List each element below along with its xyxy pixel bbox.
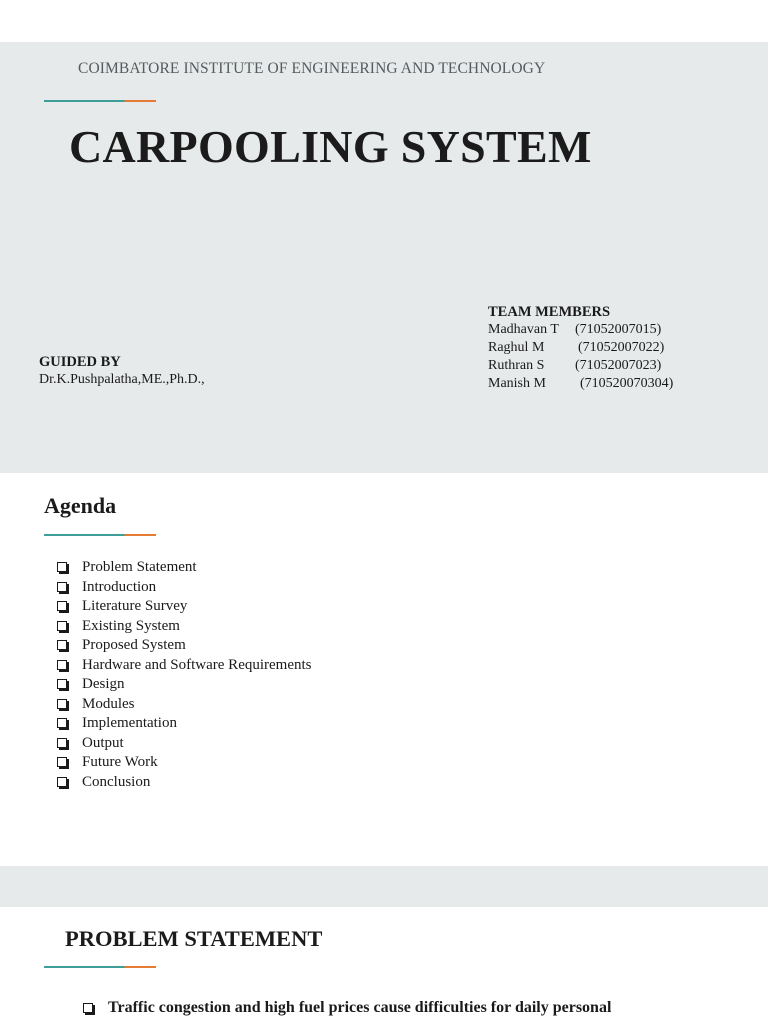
agenda-item — [56, 695, 312, 715]
problem-statement-item — [82, 999, 611, 1017]
problem-statement-text: Traffic congestion and high fuel prices cause difficulties for daily personal — [108, 999, 612, 1016]
team-members-heading: TEAM MEMBERS — [488, 304, 611, 320]
guided-by-heading: GUIDED BY — [39, 354, 121, 370]
agenda-item — [56, 734, 312, 754]
agenda-item — [56, 558, 312, 578]
checkbox-bullet-icon — [57, 777, 67, 787]
checkbox-bullet-icon — [57, 699, 67, 709]
agenda-item — [56, 636, 312, 656]
agenda-item-label: Design — [82, 676, 125, 692]
agenda-item — [56, 714, 312, 734]
agenda-item — [56, 773, 312, 793]
team-members-block — [488, 303, 674, 393]
agenda-item-label: Modules — [82, 695, 135, 712]
guide-name: Dr.K.Pushpalatha,ME.,Ph.D., — [39, 372, 205, 387]
agenda-item-label: Literature Survey — [82, 598, 188, 614]
checkbox-bullet-icon — [83, 1003, 93, 1013]
checkbox-bullet-icon — [57, 640, 67, 650]
agenda-item-label: Future Work — [82, 754, 158, 770]
agenda-title: Agenda — [44, 493, 117, 518]
agenda-item-label: Hardware and Software Requirements — [82, 656, 312, 673]
agenda-item — [56, 656, 312, 676]
member-id: (710520070304) — [580, 376, 674, 391]
checkbox-bullet-icon — [57, 582, 67, 592]
agenda-item-label: Introduction — [82, 578, 157, 595]
agenda-item — [56, 578, 312, 598]
guided-by-block — [39, 353, 205, 389]
agenda-item — [56, 617, 312, 637]
checkbox-bullet-icon — [57, 621, 67, 631]
presentation-title: CARPOOLING SYSTEM — [69, 121, 592, 172]
team-member — [488, 321, 662, 339]
agenda-item-label: Implementation — [82, 715, 177, 731]
checkbox-bullet-icon — [57, 562, 67, 572]
agenda-item-label: Existing System — [82, 617, 180, 634]
member-id: (71052007015) — [575, 322, 662, 337]
agenda-list — [56, 558, 312, 792]
member-id: (71052007023) — [575, 358, 662, 373]
checkbox-bullet-icon — [57, 679, 67, 689]
agenda-item — [56, 675, 312, 695]
agenda-item-label: Conclusion — [82, 773, 151, 790]
team-member — [488, 375, 674, 393]
checkbox-bullet-icon — [57, 757, 67, 767]
member-name: Manish M — [488, 376, 546, 391]
checkbox-bullet-icon — [57, 718, 67, 728]
accent-line — [44, 100, 156, 102]
checkbox-bullet-icon — [57, 738, 67, 748]
accent-line — [44, 966, 156, 968]
agenda-item — [56, 597, 312, 617]
agenda-item — [56, 753, 312, 773]
agenda-item-label: Problem Statement — [82, 559, 197, 575]
problem-statement-title: PROBLEM STATEMENT — [65, 926, 323, 951]
team-member — [488, 339, 665, 357]
member-name: Raghul M — [488, 340, 545, 355]
agenda-item-label: Output — [82, 734, 124, 751]
member-id: (71052007022) — [578, 340, 665, 355]
member-name: Madhavan T — [488, 322, 559, 337]
accent-line — [44, 534, 156, 536]
slide-divider-band — [0, 866, 768, 907]
institute-name: COIMBATORE INSTITUTE OF ENGINEERING AND TECHNOLOGY — [78, 60, 546, 77]
team-member — [488, 357, 662, 375]
checkbox-bullet-icon — [57, 660, 67, 670]
title-slide — [0, 42, 768, 473]
checkbox-bullet-icon — [57, 601, 67, 611]
member-name: Ruthran S — [488, 358, 545, 373]
agenda-item-label: Proposed System — [82, 637, 186, 653]
